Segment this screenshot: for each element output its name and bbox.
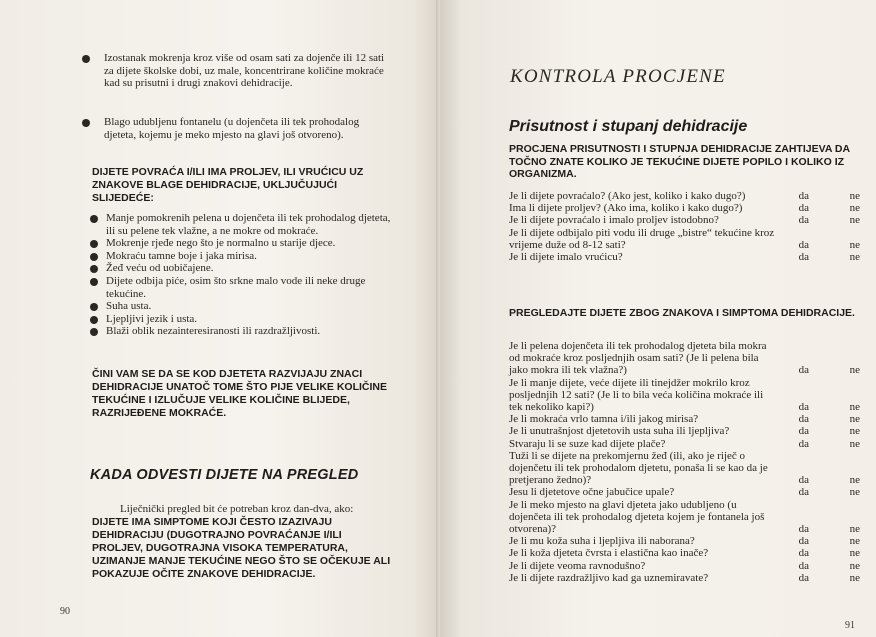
- caption-assess: PROCJENA PRISUTNOSTI I STUPNJA DEHIDRACIJE ZAHTIJEVA DA TOČNO ZNATE KOLIKO JE TEKUĆINE DIJETE POPILO I KOLIKO IZ ORGANIZMA.: [509, 143, 850, 180]
- question-row: Je li dijete odbijalo piti vodu ili druge „bistre“ tekućine kroz vrijeme duže od 8-12 sati? da ne: [509, 226, 860, 251]
- bullet-dot-icon: [90, 328, 98, 336]
- question-row: Je li mu koža suha i ljepljiva ili naborana? da ne: [509, 535, 860, 548]
- list-item: Blaži oblik nezainteresiranosti ili razdražljivosti.: [92, 325, 392, 338]
- bullet-dot-icon: [90, 240, 98, 248]
- bullet-fontanel: [92, 116, 392, 141]
- bullet-text: Izostanak mokrenja kroz više od osam sati za dojenče ili 12 sati za dijete školske dobi, uz male, koncentrirane količine mokraće kad su prisutni i drugi znakovi dehidracije.: [104, 52, 385, 90]
- question-row: Jesu li djetetove očne jabučice upale? da ne: [509, 486, 860, 499]
- bullet-dot-icon: [90, 215, 98, 223]
- questions-history: [509, 190, 864, 263]
- bullet-dot-icon: [90, 278, 98, 286]
- question-row: Je li mokraća vrlo tamna i/ili jakog mirisa? da ne: [509, 413, 860, 426]
- page-number-left: 90: [60, 606, 70, 617]
- list-item: Manje pomokrenih pelena u dojenčeta ili tek prohodalog djeteta, ili su pelene tek vlažne, a ne mokre od mokraće.: [92, 212, 392, 237]
- bullet-no-urination: [92, 52, 392, 90]
- paragraph-intro: [120, 503, 410, 516]
- bullet-dot-icon: [90, 303, 98, 311]
- bullet-text: Blago udubljenu fontanelu (u dojenčeta ili tek prohodalog djeteta, kojemu je meko mjesto na glavi još otvoreno).: [104, 116, 360, 141]
- caption-vomiting: DIJETE POVRAĆA I/ILI IMA PROLJEV, ILI VRUĆICU UZ ZNAKOVE BLAGE DEHIDRACIJE, UKLJUČUJUĆI SLIJEDEĆE:: [92, 166, 364, 204]
- question-row: Je li pelena dojenčeta ili tek prohodalog djeteta bila mokra od mokraće kroz posljednjih osam sati? (Je li pelena bila jako mokra ili tek vlažna?) da ne: [509, 340, 860, 377]
- bullet-dot-icon: [90, 316, 98, 324]
- bullet-dot-icon: [90, 265, 98, 273]
- question-row: Je li koža djeteta čvrsta i elastična kao inače? da ne: [509, 547, 860, 560]
- question-row: Je li meko mjesto na glavi djeteta jako udubljeno (u dojenčeta ili tek prohodalog djeteta kojem je fontanela još otvorena)? da ne: [509, 498, 860, 536]
- list-item: Suha usta.: [92, 300, 392, 313]
- question-row: Je li manje dijete, veće dijete ili tinejdžer mokrilo kroz posljednjih 12 sati? (Je li to bila veća količina mokraće ili tek nekoliko kapi?) da ne: [509, 376, 860, 414]
- signs-list: [92, 212, 392, 338]
- question-row: Je li dijete veoma ravnodušno? da ne: [509, 559, 860, 572]
- bullet-dot-icon: [90, 253, 98, 261]
- list-item: Dijete odbija piće, osim što srkne malo vode ili neke druge tekućine.: [92, 275, 392, 300]
- question-row: Je li dijete razdražljivo kad ga uznemiravate? da ne: [509, 571, 860, 584]
- question-row: Je li dijete imalo vrućicu? da ne: [509, 251, 860, 264]
- question-row: Tuži li se dijete na prekomjernu žeđ (ili, ako je riječ o dojenčetu ili tek prohodalom djetetu, ponaša li se kao da je pretjerano žedno)? da ne: [509, 449, 860, 487]
- list-item: Mokraću tamne boje i jaka mirisa.: [92, 250, 392, 263]
- question-row: Je li dijete povraćalo i imalo proljev istodobno? da ne: [509, 214, 860, 227]
- para-intro-text: Liječnički pregled bit će potreban kroz dan-dva, ako:: [120, 503, 354, 515]
- page-subtitle: Prisutnost i stupanj dehidracije: [509, 118, 748, 135]
- bullet-dot-icon: [82, 55, 90, 63]
- question-row: Stvaraju li se suze kad dijete plače? da ne: [509, 437, 860, 450]
- caption-call-doctor: ČINI VAM SE DA SE KOD DJETETA RAZVIJAJU ZNACI DEHIDRACIJE UNATOČ TOME ŠTO PIJE VELIKE KOLIČINE TEKUĆINE I IZLUČUJE VELIKE KOLIČINE BLIJEDE, RAZRIJEĐENE MOKRAĆE.: [92, 368, 388, 419]
- question-row: Je li unutrašnjost djetetovih usta suha ili ljepljiva? da ne: [509, 425, 860, 438]
- caption-review: PREGLEDAJTE DIJETE ZBOG ZNAKOVA I SIMPTOMA DEHIDRACIJE.: [509, 307, 855, 319]
- bullet-dot-icon: [82, 119, 90, 127]
- section-heading: KADA ODVESTI DIJETE NA PREGLED: [90, 467, 359, 483]
- question-row: Je li dijete povraćalo? (Ako jest, koliko i kako dugo?) da ne: [509, 190, 860, 202]
- page-title: KONTROLA PROCJENE: [510, 66, 726, 87]
- question-row: Ima li dijete proljev? (Ako ima, koliko i kako dugo?) da ne: [509, 202, 860, 215]
- paragraph-bold: DIJETE IMA SIMPTOME KOJI ČESTO IZAZIVAJU DEHIDRACIJU (DUGOTRAJNO POVRAĆANJE I/ILI PROLJEV, DUGOTRAJNA VISOKA TEMPERATURA, UZIMANJE MANJE TEKUĆINE NEGO ŠTO SE OČEKUJE ALI POKAZUJE OČITE ZNAKOVE DEHIDRACIJE.: [92, 516, 391, 580]
- list-item: Mokrenje rjeđe nego što je normalno u starije djece.: [92, 237, 392, 250]
- list-item: Ljepljivi jezik i usta.: [92, 313, 392, 326]
- page-number-right: 91: [845, 620, 855, 631]
- list-item: Žeđ veću od uobičajene.: [92, 262, 392, 275]
- questions-exam: [509, 340, 864, 584]
